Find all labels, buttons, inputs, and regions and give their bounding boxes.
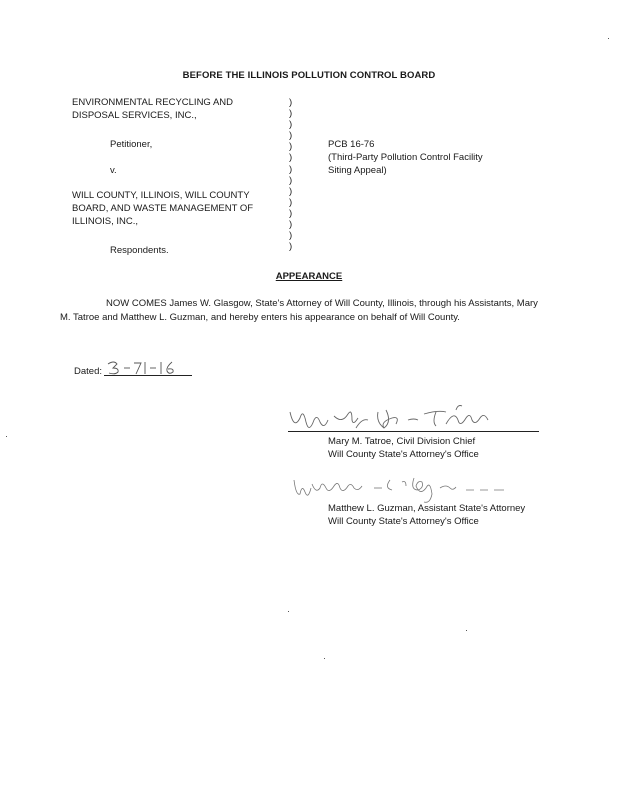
signature-line-1 — [288, 431, 539, 432]
appearance-body-text: NOW COMES James W. Glasgow, State's Attorney of Will County, Illinois, through his Assistants, Mary M. Tatroe and Matthew L. Guzman, and hereby enters his appearance on behalf of Will County. — [60, 298, 538, 323]
signer1-office: Will County State's Attorney's Office — [328, 449, 479, 460]
respondent-name-line3: ILLINOIS, INC., — [72, 216, 138, 227]
board-title: BEFORE THE ILLINOIS POLLUTION CONTROL BOARD — [182, 70, 436, 81]
signature-tatroe — [286, 402, 541, 438]
petitioner-name-line1: ENVIRONMENTAL RECYCLING AND — [72, 97, 233, 108]
signer2-name-title: Matthew L. Guzman, Assistant State's Attorney — [328, 503, 526, 514]
case-number: PCB 16-76 — [328, 139, 375, 150]
appearance-body — [60, 297, 550, 325]
respondent-name-line1: WILL COUNTY, ILLINOIS, WILL COUNTY — [72, 190, 250, 201]
versus-label: v. — [110, 165, 117, 176]
scan-speck — [608, 38, 609, 39]
handwritten-date — [104, 358, 194, 376]
petitioner-role: Petitioner, — [110, 139, 153, 150]
caption-parenthesis-column: ) ) ) ) ) ) ) ) ) ) ) ) ) ) — [289, 97, 293, 253]
respondent-name-line2: BOARD, AND WASTE MANAGEMENT OF — [72, 203, 254, 214]
scan-speck — [6, 436, 7, 437]
signer1-name-title: Mary M. Tatroe, Civil Division Chief — [328, 436, 476, 447]
case-description-line2: Siting Appeal) — [328, 165, 387, 176]
appearance-heading: APPEARANCE — [275, 271, 343, 282]
signer2-office: Will County State's Attorney's Office — [328, 516, 479, 527]
petitioner-name-line2: DISPOSAL SERVICES, INC., — [72, 110, 197, 121]
respondent-role: Respondents. — [110, 245, 169, 256]
scan-speck — [288, 611, 289, 612]
case-description-line1: (Third-Party Pollution Control Facility — [328, 152, 483, 163]
signature-guzman — [290, 474, 520, 504]
scan-speck — [324, 658, 325, 659]
dated-label: Dated: — [74, 366, 102, 377]
scan-speck — [466, 630, 467, 631]
